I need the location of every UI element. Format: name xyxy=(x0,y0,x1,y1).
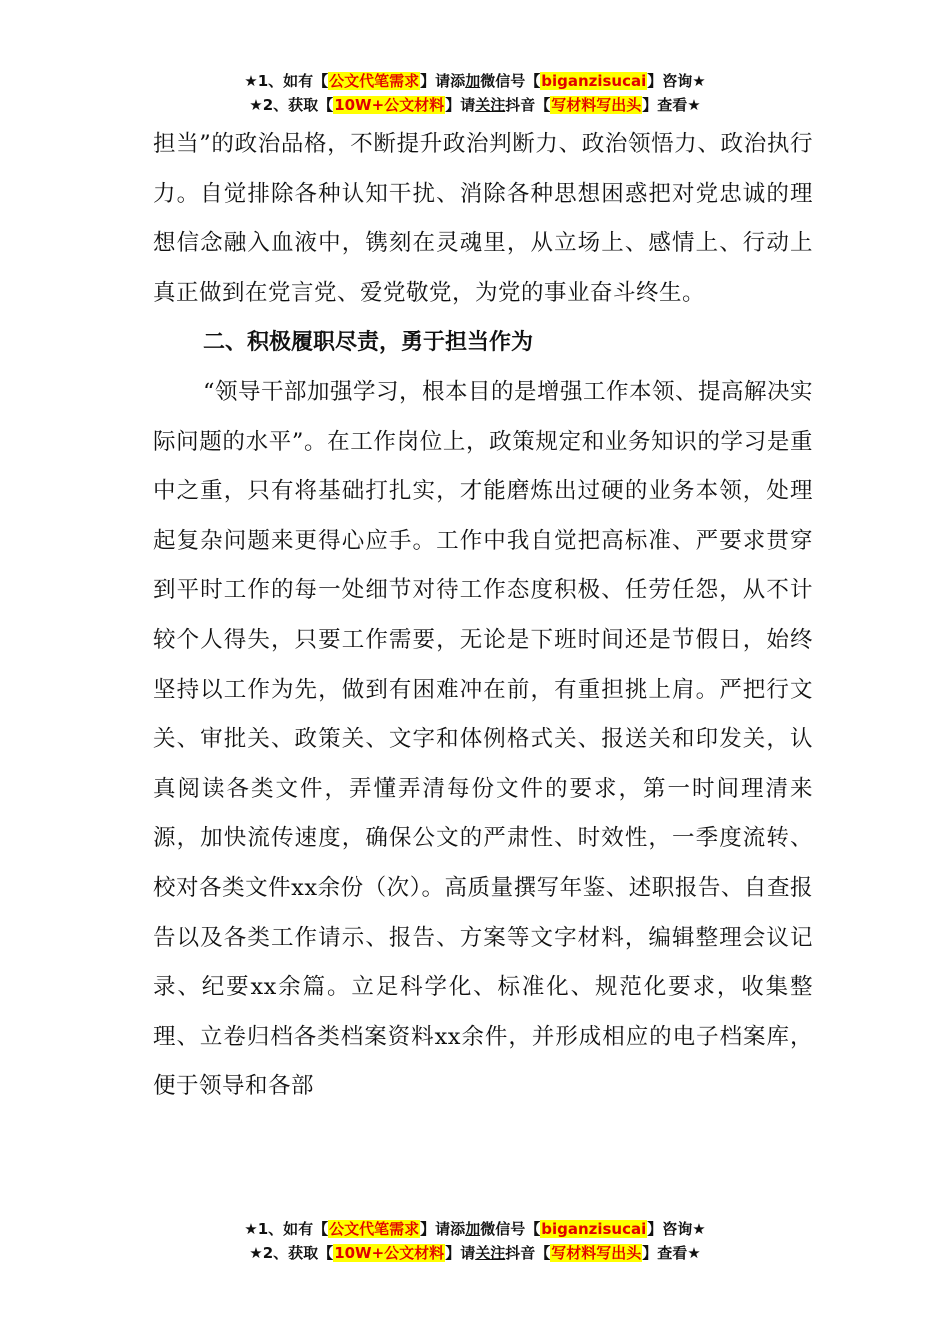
star-icon: ★ xyxy=(249,1244,263,1262)
banner-line-1 xyxy=(0,70,950,94)
banner-text: 1、如有【 xyxy=(257,1220,329,1238)
banner-underlined-text: 关注 xyxy=(475,96,506,114)
banner-text: 】查看★ xyxy=(642,1244,701,1262)
highlight-service: 公文代笔需求 xyxy=(329,72,420,90)
paragraph: “领导干部加强学习，根本目的是增强工作本领、提高解决实际问题的水平”。在工作岗位上，政策规定和业务知识的学习是重中之重，只有将基础打扎实，才能磨炼出过硬的业务本领，处理起复杂问题来更得心应手。工作中我自觉把高标准、严要求贯穿到平时工作的每一处细节对待工作态度积极、任劳任怨，从不计较个人得失，只要工作需要，无论是下班时间还是节假日，始终坚持以工作为先，做到有困难冲在前，有重担挑上肩。严把行文关、审批关、政策关、文字和体例格式关、报送关和印发关，认真阅读各类文件，弄懂弄清每份文件的要求，第一时间理清来源，加快流传速度，确保公文的严肃性、时效性，一季度流转、校对各类文件xx余份（次）。高质量撰写年鉴、述职报告、自查报告以及各类工作请示、报告、方案等文字材料，编辑整理会议记录、纪要xx余篇。立足科学化、标准化、规范化要求，收集整理、立卷归档各类档案资料xx余件，并形成相应的电子档案库，便于领导和各部 xyxy=(153,378,814,1100)
banner-text: 微信号【 xyxy=(480,72,541,90)
highlight-wechat-id: biganzisucai xyxy=(541,1220,647,1238)
banner-text: 】咨询★ xyxy=(647,72,706,90)
banner-text: 微信号【 xyxy=(480,1220,541,1238)
star-icon: ★ xyxy=(244,72,258,90)
banner-text: 】请添 xyxy=(420,1220,466,1238)
banner-text: 1、如有【 xyxy=(257,72,329,90)
banner-text: 抖音【 xyxy=(505,96,551,114)
banner-line-1 xyxy=(0,1218,950,1242)
highlight-materials: 10W+公文材料 xyxy=(334,96,445,114)
banner-text: 】咨询★ xyxy=(647,1220,706,1238)
header-banner xyxy=(0,70,950,118)
star-icon: ★ xyxy=(244,1220,258,1238)
highlight-wechat-id: biganzisucai xyxy=(541,72,647,90)
banner-underlined-text: 关注 xyxy=(475,1244,506,1262)
highlight-service: 公文代笔需求 xyxy=(329,1220,420,1238)
banner-text: 】请 xyxy=(445,1244,476,1262)
banner-text: 抖音【 xyxy=(505,1244,551,1262)
highlight-douyin-account: 写材料写出头 xyxy=(551,1244,642,1262)
banner-text: 2、获取【 xyxy=(262,1244,334,1262)
banner-line-2 xyxy=(0,1242,950,1266)
banner-text: 】请 xyxy=(445,96,476,114)
banner-text: 】查看★ xyxy=(642,96,701,114)
banner-underlined-text: 加 xyxy=(465,1220,481,1238)
highlight-materials: 10W+公文材料 xyxy=(334,1244,445,1262)
banner-underlined-text: 加 xyxy=(465,72,481,90)
star-icon: ★ xyxy=(249,96,263,114)
banner-text: 2、获取【 xyxy=(262,96,334,114)
banner-line-2 xyxy=(0,94,950,118)
banner-text: 】请添 xyxy=(420,72,466,90)
document-body xyxy=(153,120,813,1112)
highlight-douyin-account: 写材料写出头 xyxy=(551,96,642,114)
footer-banner xyxy=(0,1218,950,1266)
paragraph: 担当”的政治品格，不断提升政治判断力、政治领悟力、政治执行力。自觉排除各种认知干扰、消除各种思想困惑把对党忠诚的理想信念融入血液中，镌刻在灵魂里，从立场上、感情上、行动上真正做到在党言党、爱党敬党，为党的事业奋斗终生。 xyxy=(153,131,813,306)
section-heading: 二、积极履职尽责，勇于担当作为 xyxy=(203,330,534,356)
